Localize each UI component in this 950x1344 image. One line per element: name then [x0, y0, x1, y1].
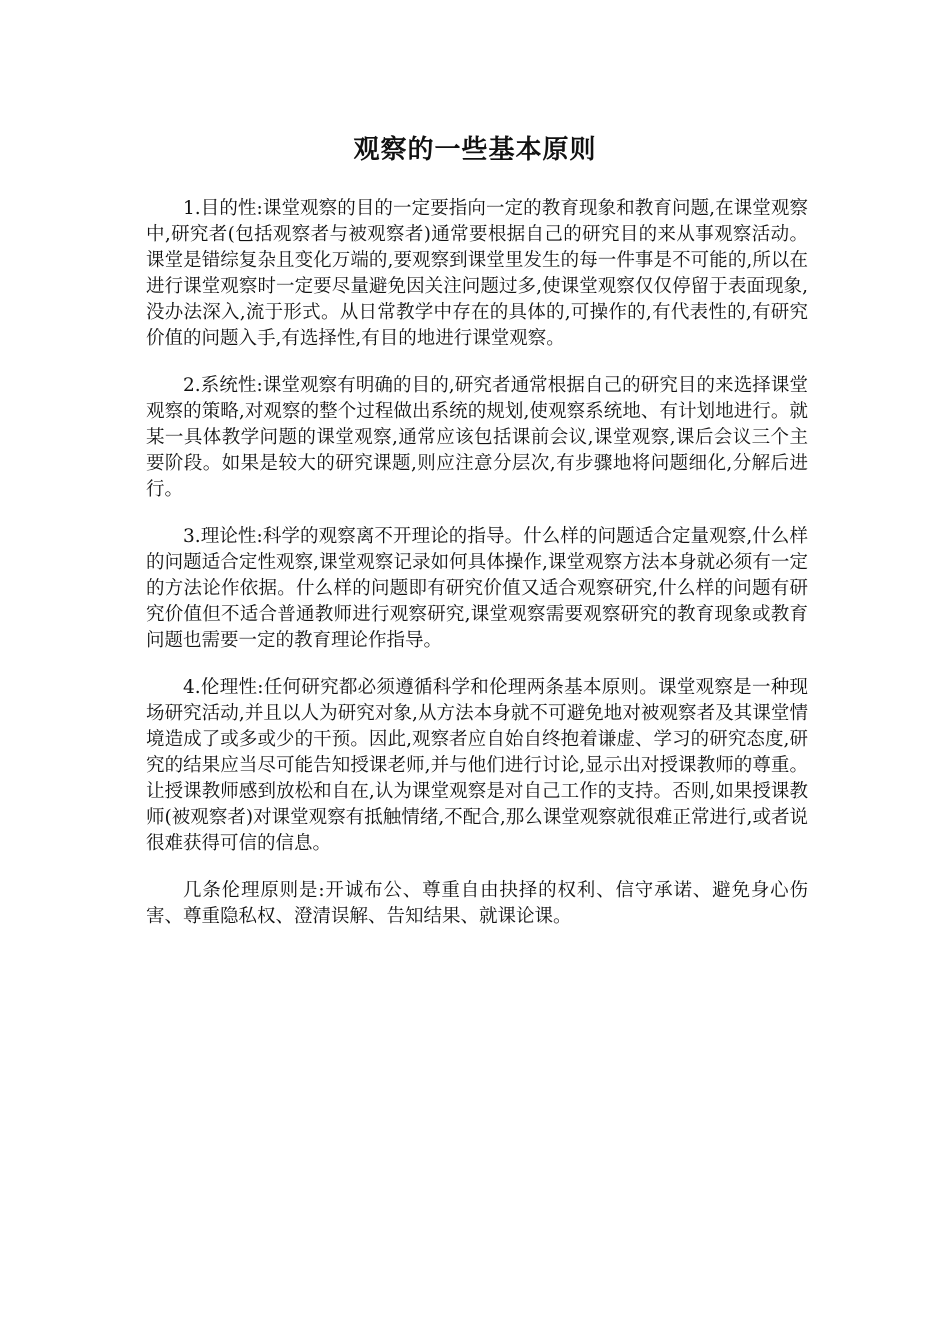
paragraph-ethical: 4.伦理性:任何研究都必须遵循科学和伦理两条基本原则。课堂观察是一种现场研究活动,并且以人为研究对象,从方法本身就不可避免地对被观察者及其课堂情境造成了或多或少的干预。因此,观察者应自始自终抱着谦虚、学习的研究态度,研究的结果应当尽可能告知授课老师,并与他们进行讨论,显示出对授课教师的尊重。让授课教师感到放松和自在,认为课堂观察是对自己工作的支持。否则,如果授课教师(被观察者)对课堂观察有抵触情绪,不配合,那么课堂观察就很难正常进行,或者说很难获得可信的信息。	[146, 677, 808, 854]
paragraph-purposiveness: 1.目的性:课堂观察的目的一定要指向一定的教育现象和教育问题,在课堂观察中,研究者(包括观察者与被观察者)通常要根据自己的研究目的来从事观察活动。课堂是错综复杂且变化万端的,要观察到课堂里发生的每一件事是不可能的,所以在进行课堂观察时一定要尽量避免因关注问题过多,使课堂观察仅仅停留于表面现象,没办法深入,流于形式。从日常教学中存在的具体的,可操作的,有代表性的,有研究价值的问题入手,有选择性,有目的地进行课堂观察。	[146, 198, 808, 349]
page-title: 观察的一些基本原则	[353, 135, 597, 165]
paragraph-ethical-principles: 几条伦理原则是:开诚布公、尊重自由抉择的权利、信守承诺、避免身心伤害、尊重隐私权、澄清误解、告知结果、就课论课。	[146, 880, 808, 927]
paragraph-systematicness: 2.系统性:课堂观察有明确的目的,研究者通常根据自己的研究目的来选择课堂观察的策略,对观察的整个过程做出系统的规划,使观察系统地、有计划地进行。就某一具体教学问题的课堂观察,通常应该包括课前会议,课堂观察,课后会议三个主要阶段。如果是较大的研究课题,则应注意分层次,有步骤地将问题细化,分解后进行。	[146, 375, 808, 500]
paragraph-theoretical: 3.理论性:科学的观察离不开理论的指导。什么样的问题适合定量观察,什么样的问题适合定性观察,课堂观察记录如何具体操作,课堂观察方法本身就必须有一定的方法论作依据。什么样的问题即有研究价值又适合观察研究,什么样的问题有研究价值但不适合普通教师进行观察研究,课堂观察需要观察研究的教育现象或教育问题也需要一定的教育理论作指导。	[146, 526, 808, 651]
document-body	[146, 196, 808, 951]
